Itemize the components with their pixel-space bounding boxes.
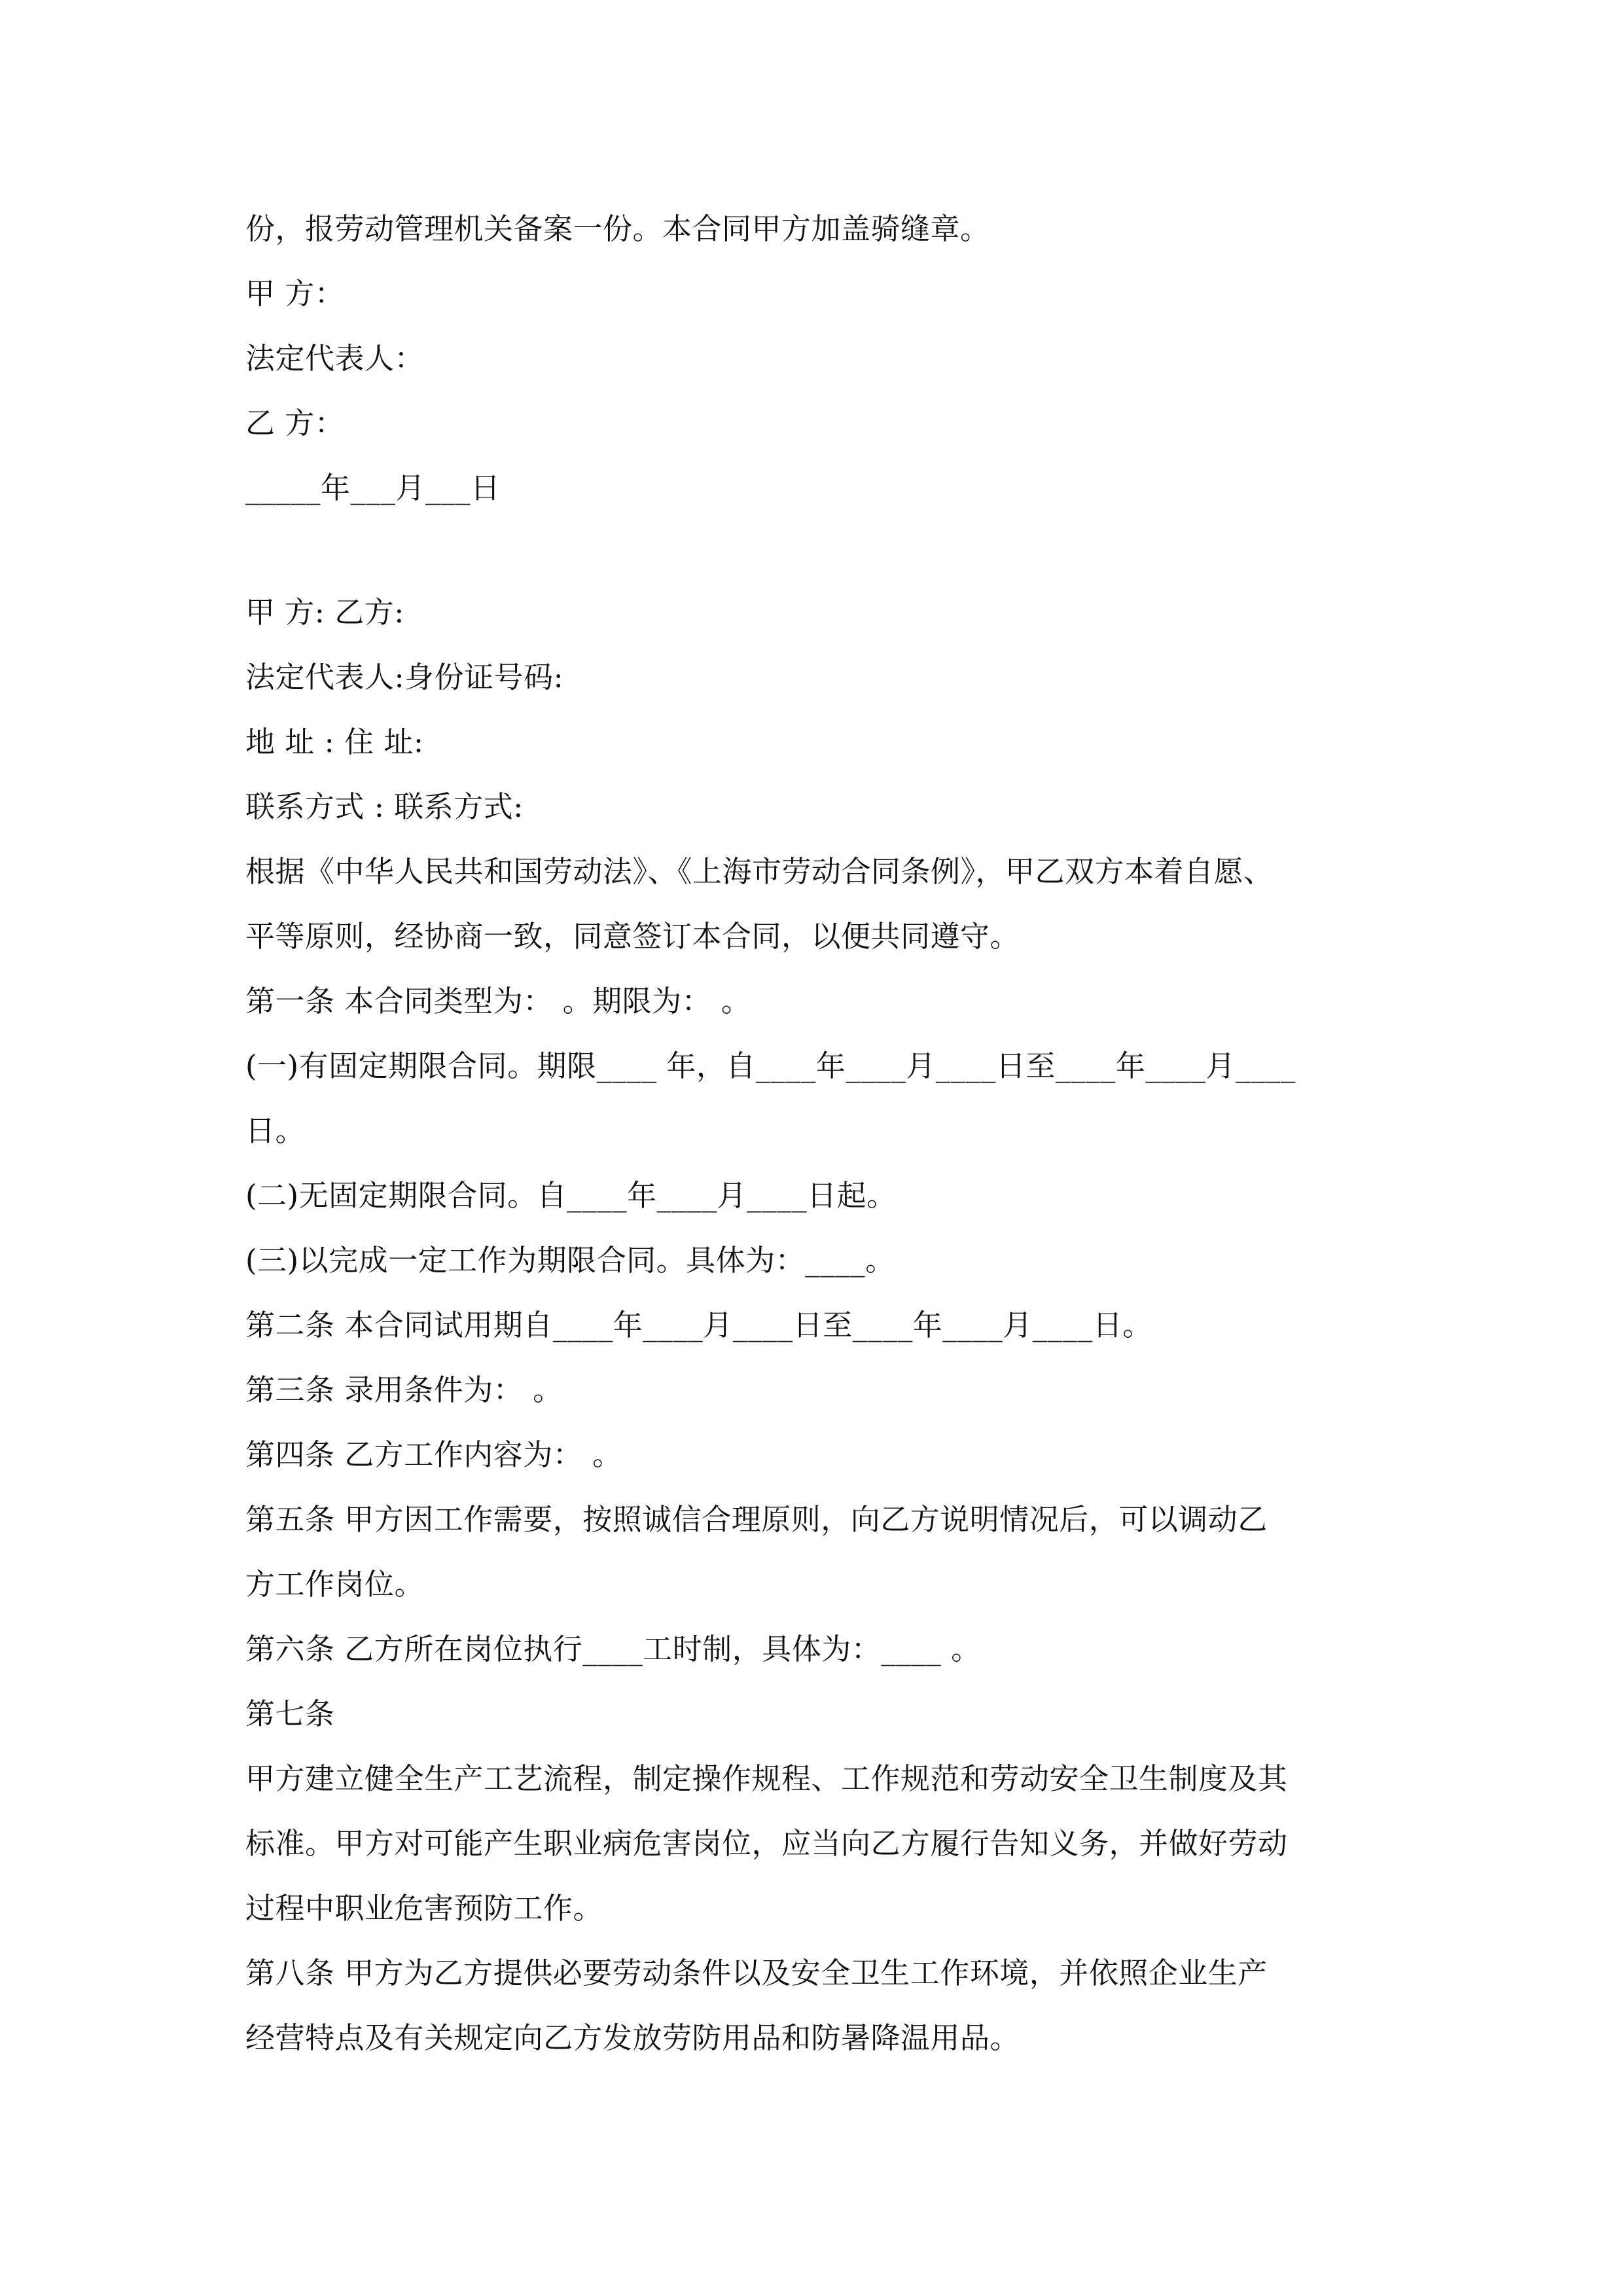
text-line: 根据《中华人民共和国劳动法》、《上海市劳动合同条例》，甲乙双方本着自愿、 <box>245 854 1274 889</box>
article-line: 第六条 乙方所在岗位执行____工时制，具体为：____ 。 <box>245 1632 981 1666</box>
article-line: 第四条 乙方工作内容为： 。 <box>245 1437 622 1472</box>
signature-block <box>245 196 1381 520</box>
contract-body <box>245 580 1381 2070</box>
text-line: 联系方式 : 联系方式: <box>245 789 524 824</box>
text-line: 日。 <box>245 1113 306 1148</box>
party-b-label: 乙 方： <box>245 406 345 440</box>
text-line: 标准。甲方对可能产生职业病危害岗位，应当向乙方履行告知义务，并做好劳动 <box>245 1826 1288 1861</box>
text-line: 地 址 : 住 址: <box>245 725 424 759</box>
legal-representative-label: 法定代表人： <box>245 341 425 376</box>
date-line: _____年___月___日 <box>245 471 501 505</box>
text-line: 过程中职业危害预防工作。 <box>245 1891 603 1926</box>
article-line: 第二条 本合同试用期自____年____月____日至____年____月____日。 <box>245 1308 1152 1342</box>
article-line: 第八条 甲方为乙方提供必要劳动条件以及安全卫生工作环境，并依照企业生产 <box>245 1956 1268 1990</box>
article-line: 第三条 录用条件为： 。 <box>245 1372 563 1407</box>
text-line: 份，报劳动管理机关备案一份。本合同甲方加盖骑缝章。 <box>245 211 990 246</box>
article-line: 第五条 甲方因工作需要，按照诚信合理原则，向乙方说明情况后，可以调动乙 <box>245 1502 1268 1537</box>
text-line: (二)无固定期限合同。自____年____月____日起。 <box>245 1178 897 1213</box>
text-line: 甲 方: 乙方: <box>245 595 404 630</box>
text-line: (一)有固定期限合同。期限____ 年，自____年____月____日至____年____月____ <box>245 1049 1296 1083</box>
text-line: 甲方建立健全生产工艺流程，制定操作规程、工作规范和劳动安全卫生制度及其 <box>245 1761 1288 1796</box>
text-line: 经营特点及有关规定向乙方发放劳防用品和防暑降温用品。 <box>245 2020 1020 2055</box>
text-line: 平等原则，经协商一致，同意签订本合同，以便共同遵守。 <box>245 919 1020 954</box>
article-line: 第七条 <box>245 1696 335 1731</box>
document-page <box>245 196 1381 2070</box>
article-line: 第一条 本合同类型为： 。期限为： 。 <box>245 984 751 1018</box>
text-line: 法定代表人:身份证号码: <box>245 660 564 694</box>
text-line: (三)以完成一定工作为期限合同。具体为：____。 <box>245 1243 895 1278</box>
section-spacer <box>245 520 1381 580</box>
party-a-label: 甲 方： <box>245 276 345 311</box>
text-line: 方工作岗位。 <box>245 1567 425 1602</box>
